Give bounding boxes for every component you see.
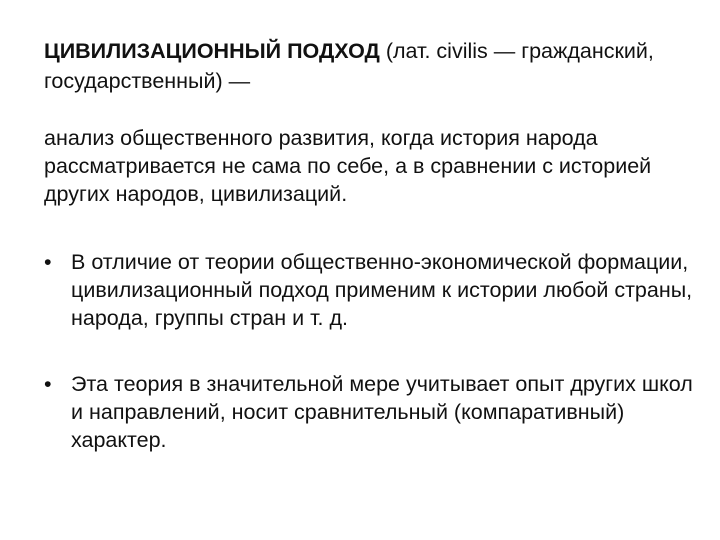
bullet-text: В отличие от теории общественно-экономической формации, цивилизационный подход применим к истории любой страны, народа, группы стран и т. д. — [71, 250, 693, 330]
definition-text: анализ общественного развития, когда история народа рассматривается не сама по себе, а в сравнении с историей других народов, цивилизаций. — [44, 126, 652, 206]
bullet-icon: • — [44, 372, 52, 396]
bullet-text: Эта теория в значительной мере учитывает опыт других школ и направлений, носит сравнительный (компаративный) характер. — [71, 372, 693, 452]
bullet-list — [44, 248, 694, 454]
term-etymology: (лат. civilis — гражданский, государственный) — — [44, 39, 654, 93]
bullet-item — [44, 248, 694, 332]
bullet-item — [44, 370, 694, 454]
slide-header — [44, 36, 684, 96]
bullet-icon: • — [44, 250, 52, 274]
term-title: ЦИВИЛИЗАЦИОННЫЙ ПОДХОД — [44, 39, 380, 63]
